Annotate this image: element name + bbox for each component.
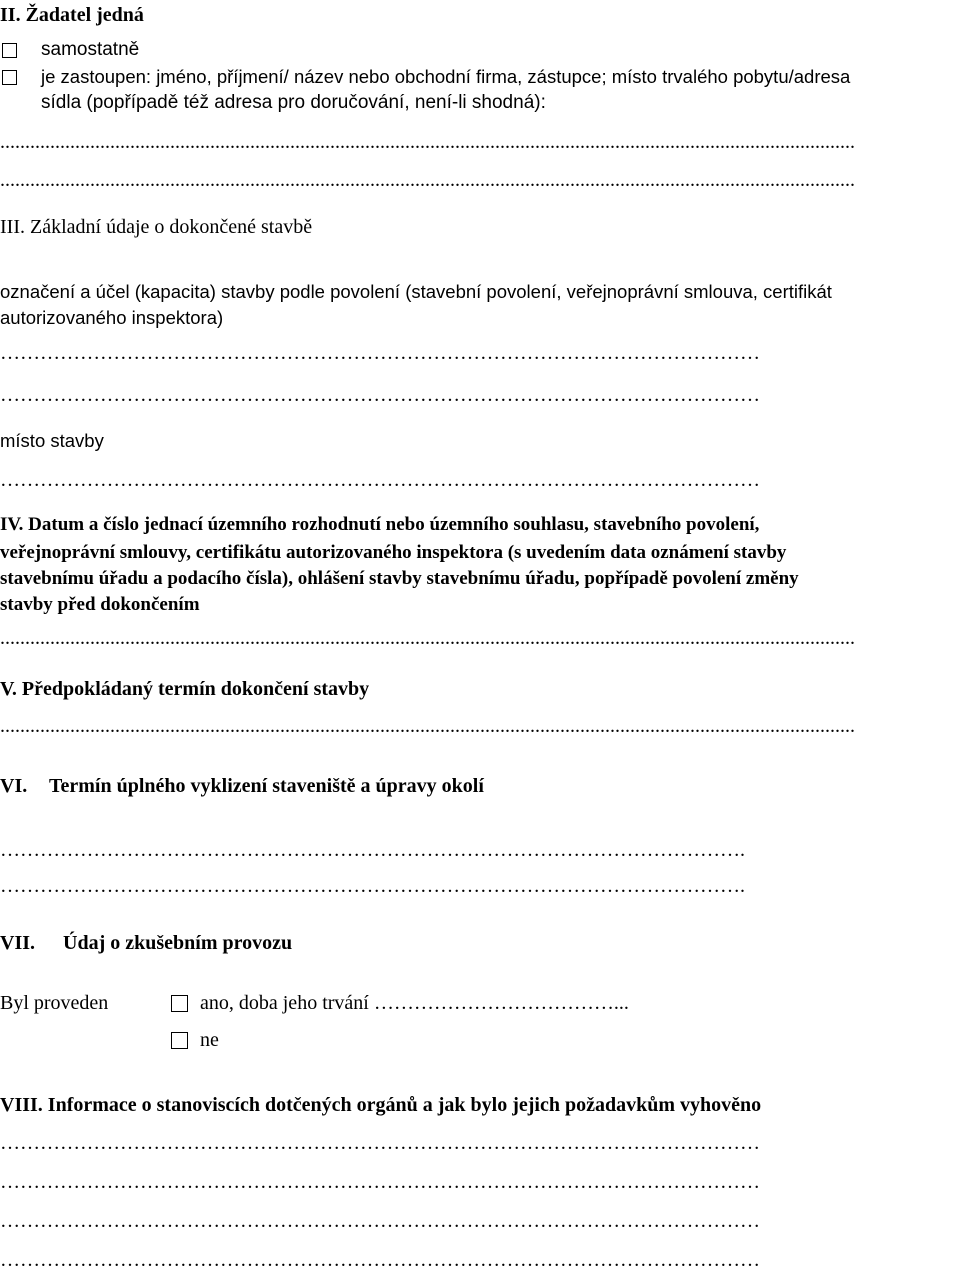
option-represented-label-line2: sídla (popřípadě též adresa pro doručování, není-li shodná): (41, 92, 546, 113)
checkbox-self[interactable] (2, 43, 17, 58)
section-3-heading (0, 216, 312, 239)
section-7-heading-number: VII. (0, 932, 36, 954)
checkbox-trial-no[interactable] (171, 1032, 188, 1049)
option-represented-label-line1: je zastoupen: jméno, příjmení/ název nebo obchodní firma, zástupce; místo trvalého pobytu/adresa (41, 66, 851, 87)
section-4-heading-line1: IV. Datum a číslo jednací územního rozhodnutí nebo územního souhlasu, stavebního povolení, (0, 514, 760, 535)
fill-line-opinions-2[interactable]: …………………………………………………………………………………………………… (0, 1172, 760, 1192)
fill-line-applicant-2[interactable]: ........................................................................................................................................................................... (0, 170, 855, 190)
fill-line-opinions-3[interactable]: …………………………………………………………………………………………………… (0, 1211, 760, 1231)
section-6-heading-number: VI. (0, 775, 28, 797)
checkbox-represented[interactable] (2, 70, 17, 85)
fill-line-decision[interactable]: ........................................................................................................................................................................... (0, 628, 855, 648)
section-4-heading-line3: stavebnímu úřadu a podacího čísla), ohlášení stavby stavebnímu úřadu, popřípadě povolení změny (0, 568, 799, 589)
trial-operation-label: Byl proveden (0, 992, 109, 1014)
fill-line-opinions-4[interactable]: …………………………………………………………………………………………………… (0, 1250, 760, 1270)
section-5-heading: V. Předpokládaný termín dokončení stavby (0, 678, 370, 700)
fill-line-opinions-1[interactable]: …………………………………………………………………………………………………… (0, 1133, 760, 1153)
checkbox-trial-yes[interactable] (171, 995, 188, 1012)
section-6-heading-text: Termín úplného vyklizení staveniště a úpravy okolí (49, 775, 484, 797)
fill-line-location[interactable]: …………………………………………………………………………………………………… (0, 470, 760, 490)
section-2-heading: II. Žadatel jedná (0, 4, 144, 26)
fill-line-site-clearance-2[interactable]: …………………………………………………………………………………………………. (0, 876, 745, 896)
section-7-heading-text: Údaj o zkušebním provozu (63, 932, 293, 954)
trial-yes-label: ano, doba jeho trvání ………………………………... (200, 992, 629, 1014)
fill-line-site-clearance-1[interactable]: …………………………………………………………………………………………………. (0, 840, 745, 860)
fill-line-purpose-1[interactable]: …………………………………………………………………………………………………… (0, 343, 760, 363)
trial-no-label: ne (200, 1029, 219, 1051)
section-4-heading-line2: veřejnoprávní smlouvy, certifikátu autorizovaného inspektora (s uvedením data oznámení stavby (0, 542, 787, 563)
section-4-heading-line4: stavby před dokončením (0, 594, 200, 615)
option-self-label: samostatně (41, 39, 140, 60)
building-purpose-label-line2: autorizovaného inspektora) (0, 307, 224, 328)
building-location-label: místo stavby (0, 430, 104, 451)
fill-line-applicant-1[interactable]: ........................................................................................................................................................................... (0, 132, 855, 152)
fill-line-purpose-2[interactable]: …………………………………………………………………………………………………… (0, 385, 760, 405)
section-3-heading-text: III. Základní údaje o dokončené stavbě (0, 216, 313, 238)
section-8-heading: VIII. Informace o stanoviscích dotčených orgánů a jak bylo jejich požadavkům vyhověno (0, 1094, 762, 1116)
building-purpose-label-line1: označení a účel (kapacita) stavby podle povolení (stavební povolení, veřejnoprávní smlouva, certifikát (0, 281, 832, 302)
fill-line-completion-date[interactable]: ........................................................................................................................................................................... (0, 716, 855, 736)
